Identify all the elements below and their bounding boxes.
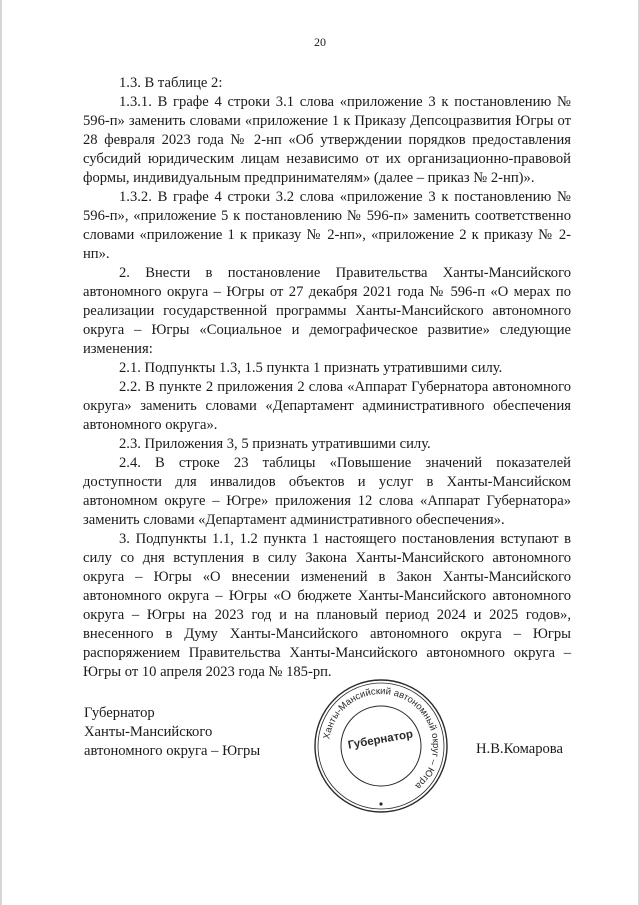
- paragraph-2-2: 2.2. В пункте 2 приложения 2 слова «Аппарат Губернатора автономного округа» заменить словами «Департамент административного обеспечения автономного округа».: [83, 379, 571, 433]
- signature-title-line: автономного округа – Югры: [84, 743, 261, 759]
- paragraph-2-3: 2.3. Приложения 3, 5 признать утратившими силу.: [119, 436, 431, 452]
- paragraph-1-3: 1.3. В таблице 2:: [119, 75, 223, 91]
- paragraph-1-3-2: 1.3.2. В графе 4 строки 3.2 слова «приложение 3 к постановлению № 596-п», «приложение 5 к постановлению № 596-п» заменить соответственно словами «приложение 1 к приказу № 2-нп», «приложение 2 к приказу № 2-нп».: [83, 189, 571, 262]
- paragraph-2: 2. Внести в постановление Правительства Ханты-Мансийского автономного округа – Югры от 27 декабря 2021 года № 596-п «О мерах по реализации государственной программы Ханты-Мансийского автономного округа – Югры «Социальное и демографическое развитие» следующие изменения:: [83, 265, 571, 357]
- signatory-name: Н.В.Комарова: [476, 741, 563, 757]
- stamp-ring-text: Ханты-Мансийский автономный округ – Югра: [321, 685, 442, 792]
- signature-title: [84, 704, 260, 761]
- stamp-center-text: Губернатор: [347, 728, 414, 752]
- paragraph-2-4: 2.4. В строке 23 таблицы «Повышение значений показателей доступности для инвалидов объектов и услуг в Ханты-Мансийском автономном округе – Югре» приложения 12 слова «Аппарат Губернатора» заменить словами «Департамент административного обеспечения».: [83, 455, 571, 528]
- page-edge-left: [0, 0, 2, 905]
- page-number: 20: [314, 35, 326, 49]
- document-body: [83, 74, 571, 682]
- signature-title-line: Губернатор: [84, 705, 155, 721]
- official-stamp: [307, 676, 455, 816]
- signature-title-line: Ханты-Мансийского: [84, 724, 213, 740]
- paragraph-3: 3. Подпункты 1.1, 1.2 пункта 1 настоящего постановления вступают в силу со дня вступления в силу Закона Ханты-Мансийского автономного округа – Югры «О внесении изменений в Закон Ханты-Мансийского автономного округа – Югры «О бюджете Ханты-Мансийского автономного округа – Югры на 2023 год и на плановый период 2024 и 2025 годов», внесенного в Думу Ханты-Мансийского автономного округа – Югры распоряжением Правительства Ханты-Мансийского автономного округа – Югры от 10 апреля 2023 года № 185-рп.: [83, 531, 571, 680]
- paragraph-1-3-1: 1.3.1. В графе 4 строки 3.1 слова «приложение 3 к постановлению № 596-п» заменить словами «приложение 1 к Приказу Депсоцразвития Югры от 28 февраля 2023 года № 2-нп «Об утверждении порядков предоставления субсидий юридическим лицам независимо от их организационно-правовой формы, индивидуальным предпринимателям» (далее – приказ № 2-нп)».: [83, 94, 571, 186]
- paragraph-2-1: 2.1. Подпункты 1.3, 1.5 пункта 1 признать утратившими силу.: [119, 360, 503, 376]
